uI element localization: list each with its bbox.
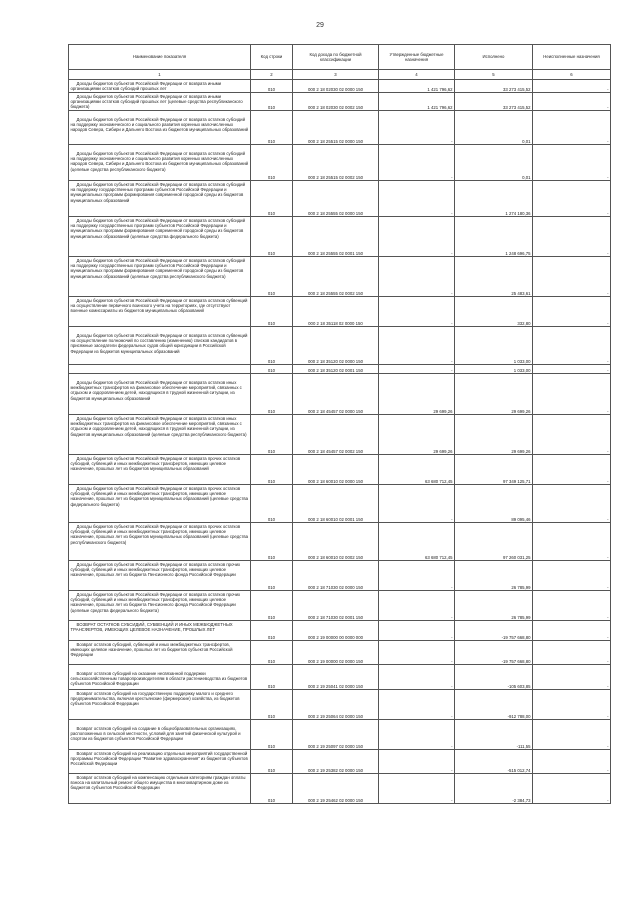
- table-row: [69, 111, 611, 145]
- row-budget-code: 000 2 18 25555 02 0000 150: [293, 181, 379, 217]
- row-line-code: 010: [251, 455, 293, 485]
- row-line-code: 010: [251, 665, 293, 690]
- row-line-code: 010: [251, 217, 293, 257]
- row-executed: 29 699,26: [455, 374, 533, 415]
- table-row: [69, 690, 611, 720]
- row-approved: -: [379, 665, 455, 690]
- row-budget-code: 000 2 18 02030 02 0000 150: [293, 80, 379, 93]
- table-row: [69, 415, 611, 455]
- table-row: [69, 641, 611, 665]
- table-row: [69, 297, 611, 327]
- table-row: [69, 80, 611, 93]
- row-executed: 1 274 180,36: [455, 181, 533, 217]
- row-approved: -: [379, 591, 455, 621]
- table-row: [69, 93, 611, 111]
- row-budget-code: 000 2 19 25064 02 0000 150: [293, 690, 379, 720]
- column-number: 2: [251, 70, 293, 80]
- row-approved: -: [379, 365, 455, 374]
- row-executed: 33 273 415,52: [455, 93, 533, 111]
- row-name-text: Доходы бюджетов субъектов Российской Федерации от возврата остатков субсидий на поддержку государственных программ субъектов Российской Федерации и муниципальных программ формирования современной городской среды из бюджетов муниципальных образований (целевые средства федерального бюджета): [70, 218, 245, 239]
- header-approved: Утвержденные бюджетные назначения: [379, 45, 455, 70]
- row-line-code: 010: [251, 591, 293, 621]
- row-name-text: Возврат остатков субсидий на государственную поддержку малого и среднего предпринимательства, включая крестьянские (фермерские) хозяйства, из бюджетов субъектов Российской Федерации: [70, 691, 240, 707]
- row-approved: -: [379, 181, 455, 217]
- row-budget-code: 000 2 19 25097 02 0000 150: [293, 720, 379, 750]
- row-executed: -105 603,85: [455, 665, 533, 690]
- row-name-text: Возврат остатков субсидий на реализацию отдельных мероприятий государственной программы Российской Федерации "Развитие здравоохранения" из бюджетов субъектов Российской Федерации: [70, 751, 248, 767]
- row-approved: 63 680 712,45: [379, 455, 455, 485]
- row-line-code: 010: [251, 374, 293, 415]
- row-name-text: Доходы бюджетов субъектов Российской Федерации от возврата остатков субсидий на поддержку экономического и социального развития коренных малочисленных народов Севера, Сибири и Дальнего Востока из бюджетов муниципальных образований (целевые средства республиканского бюджета): [70, 151, 248, 172]
- row-line-code: 010: [251, 415, 293, 455]
- row-unexecuted: -: [533, 80, 611, 93]
- row-approved: -: [379, 641, 455, 665]
- row-name-text: Доходы бюджетов субъектов Российской Федерации от возврата остатков иных межбюджетных трансфертов на финансовое обеспечение мероприятий, связанных с отдыхом и оздоровлением детей, находящихся в трудной жизненной ситуации, из бюджетов муниципальных образований: [70, 380, 242, 401]
- row-budget-code: 000 2 18 25515 02 0002 150: [293, 145, 379, 181]
- row-budget-code: 000 2 19 25041 02 0000 150: [293, 665, 379, 690]
- column-number-row: [69, 70, 611, 80]
- row-name: [69, 665, 251, 690]
- row-line-code: 010: [251, 257, 293, 297]
- table-row: [69, 217, 611, 257]
- row-approved: -: [379, 774, 455, 804]
- row-name: [69, 365, 251, 374]
- row-executed: 332,80: [455, 297, 533, 327]
- row-unexecuted: -: [533, 485, 611, 523]
- table-row: [69, 774, 611, 804]
- row-line-code: 010: [251, 145, 293, 181]
- row-name-text: Доходы бюджетов субъектов Российской Федерации от возврата остатков субвенций на осуществление полномочий по составлению (изменению) списков кандидатов в присяжные заседатели федеральных судов общей юрисдикции в Российской Федерации из бюджетов муниципальных образований: [70, 333, 248, 354]
- row-line-code: 010: [251, 327, 293, 365]
- row-unexecuted: -: [533, 327, 611, 365]
- header-budget-code: Код дохода по бюджетной классификации: [293, 45, 379, 70]
- row-line-code: 010: [251, 93, 293, 111]
- row-unexecuted: -: [533, 720, 611, 750]
- row-approved: -: [379, 145, 455, 181]
- table-row: [69, 181, 611, 217]
- row-approved: -: [379, 485, 455, 523]
- row-approved: -: [379, 257, 455, 297]
- row-executed: -2 384,73: [455, 774, 533, 804]
- table-row: [69, 327, 611, 365]
- row-executed: 25 483,61: [455, 257, 533, 297]
- row-approved: 1 421 796,62: [379, 93, 455, 111]
- row-approved: -: [379, 111, 455, 145]
- table-row: [69, 750, 611, 774]
- row-unexecuted: -: [533, 621, 611, 641]
- row-name: [69, 181, 251, 217]
- row-name: [69, 327, 251, 365]
- table-body: [69, 80, 611, 804]
- row-name-text: Доходы бюджетов субъектов Российской Федерации от возврата прочих остатков субсидий, субвенций и иных межбюджетных трансфертов, имеющих целевое назначение, прошлых лет из бюджетов муниципальных образований (целевые средства федерального бюджета): [70, 486, 248, 507]
- row-name: [69, 523, 251, 561]
- page-number: 29: [316, 22, 324, 29]
- row-name: [69, 415, 251, 455]
- table-row: [69, 365, 611, 374]
- row-line-code: 010: [251, 774, 293, 804]
- header-line-code: Код строки: [251, 45, 293, 70]
- row-approved: -: [379, 621, 455, 641]
- column-number: 6: [533, 70, 611, 80]
- row-budget-code: 000 2 18 02030 02 0002 150: [293, 93, 379, 111]
- row-budget-code: 000 2 18 60010 02 0002 150: [293, 523, 379, 561]
- table-row: [69, 523, 611, 561]
- row-name: [69, 774, 251, 804]
- row-executed: 0,01: [455, 145, 533, 181]
- row-line-code: 010: [251, 561, 293, 591]
- row-budget-code: 000 2 18 35120 02 0001 150: [293, 365, 379, 374]
- table-row: [69, 561, 611, 591]
- row-name-text: Доходы бюджетов субъектов Российской Федерации от возврата иными организациями остатков субсидий прошлых лет: [70, 81, 222, 92]
- row-executed: -19 757 668,80: [455, 641, 533, 665]
- row-budget-code: 000 2 18 45457 02 0002 150: [293, 415, 379, 455]
- row-name-text: Доходы бюджетов субъектов Российской Федерации от возврата остатков иных межбюджетных трансфертов на финансовое обеспечение мероприятий, связанных с отдыхом и оздоровлением детей, находящихся в трудной жизненной ситуации, из бюджетов муниципальных образований (целевые средства республиканского бюджета): [70, 416, 247, 437]
- table-row: [69, 621, 611, 641]
- row-name: [69, 561, 251, 591]
- row-line-code: 010: [251, 720, 293, 750]
- row-name: [69, 720, 251, 750]
- row-approved: -: [379, 217, 455, 257]
- row-unexecuted: -: [533, 455, 611, 485]
- row-executed: 26 785,99: [455, 561, 533, 591]
- row-executed: 0,01: [455, 111, 533, 145]
- row-unexecuted: -: [533, 591, 611, 621]
- table-header: [69, 45, 611, 80]
- row-name: [69, 591, 251, 621]
- row-name: [69, 690, 251, 720]
- row-name-text: Доходы бюджетов субъектов Российской Федерации от возврата прочих остатков субсидий, субвенций и иных межбюджетных трансфертов, имеющих целевое назначение, прошлых лет из бюджетов муниципальных образований (целевые средства республиканского бюджета): [70, 524, 248, 545]
- row-approved: 29 699,26: [379, 415, 455, 455]
- row-approved: -: [379, 750, 455, 774]
- row-budget-code: 000 2 19 00000 00 0000 000: [293, 621, 379, 641]
- row-line-code: 010: [251, 523, 293, 561]
- row-line-code: 010: [251, 621, 293, 641]
- row-budget-code: 000 2 18 60010 02 0001 150: [293, 485, 379, 523]
- row-name: [69, 621, 251, 641]
- row-executed: 97 349 125,71: [455, 455, 533, 485]
- row-name: [69, 217, 251, 257]
- row-name-text: Возврат остатков субсидий на оказание несвязанной поддержки сельскохозяйственным товаропроизводителям в области растениеводства из бюджетов субъектов Российской Федерации: [70, 671, 248, 687]
- table-row: [69, 720, 611, 750]
- row-unexecuted: -: [533, 181, 611, 217]
- row-unexecuted: -: [533, 93, 611, 111]
- row-line-code: 010: [251, 641, 293, 665]
- row-unexecuted: -: [533, 217, 611, 257]
- row-budget-code: 000 2 18 71030 02 0000 150: [293, 561, 379, 591]
- table-row: [69, 485, 611, 523]
- row-unexecuted: -: [533, 665, 611, 690]
- row-unexecuted: -: [533, 750, 611, 774]
- row-name: [69, 93, 251, 111]
- row-approved: 1 421 796,62: [379, 80, 455, 93]
- row-name: [69, 641, 251, 665]
- row-name-text: Доходы бюджетов субъектов Российской Федерации от возврата остатков субвенций на осуществление первичного воинского учета на территориях, где отсутствуют военные комиссариаты из бюджетов муниципальных образований: [70, 298, 248, 314]
- header-indicator-name: Наименование показателя: [69, 45, 251, 70]
- row-name-text: ВОЗВРАТ ОСТАТКОВ СУБСИДИЙ, СУБВЕНЦИЙ И ИНЫХ МЕЖБЮДЖЕТНЫХ ТРАНСФЕРТОВ, ИМЕЮЩИХ ЦЕЛЕВОЕ НАЗНАЧЕНИЕ, ПРОШЛЫХ ЛЕТ: [70, 622, 233, 633]
- row-unexecuted: -: [533, 523, 611, 561]
- row-executed: 1 248 696,75: [455, 217, 533, 257]
- row-name-text: [71, 365, 249, 366]
- row-name: [69, 455, 251, 485]
- row-executed: -515 012,74: [455, 750, 533, 774]
- column-number: 5: [455, 70, 533, 80]
- row-approved: -: [379, 720, 455, 750]
- row-budget-code: 000 2 19 00000 02 0000 150: [293, 641, 379, 665]
- row-executed: 1 033,00: [455, 365, 533, 374]
- row-budget-code: 000 2 18 45457 02 0000 150: [293, 374, 379, 415]
- row-name-text: Доходы бюджетов субъектов Российской Федерации от возврата остатков прочих субсидий, субвенций и иных межбюджетных трансфертов, имеющих целевое назначение, прошлых лет из бюджета Пенсионного фонда Российской Федерации (целевые средства федерального бюджета): [70, 592, 241, 613]
- row-budget-code: 000 2 18 60010 02 0000 150: [293, 455, 379, 485]
- row-name-text: Доходы бюджетов субъектов Российской Федерации от возврата остатков субсидий на поддержку экономического и социального развития коренных малочисленных народов Севера, Сибири и Дальнего Востока из бюджетов муниципальных образований: [70, 117, 248, 133]
- row-line-code: 010: [251, 750, 293, 774]
- row-name: [69, 485, 251, 523]
- row-executed: 1 033,00: [455, 327, 533, 365]
- row-budget-code: 000 2 18 71030 02 0001 150: [293, 591, 379, 621]
- row-unexecuted: -: [533, 111, 611, 145]
- row-budget-code: 000 2 18 25555 02 0002 150: [293, 257, 379, 297]
- row-line-code: 010: [251, 297, 293, 327]
- row-name: [69, 257, 251, 297]
- row-name-text: Возврат остатков субсидий на создание в общеобразовательных организациях, расположенных в сельской местности, условий для занятий физической культурой и спортом из бюджетов субъектов Российской Федерации: [70, 726, 241, 742]
- row-budget-code: 000 2 18 35120 02 0000 150: [293, 327, 379, 365]
- row-line-code: 010: [251, 690, 293, 720]
- row-name-text: Доходы бюджетов субъектов Российской Федерации от возврата остатков субсидий на поддержку государственных программ субъектов Российской Федерации и муниципальных программ формирования современной городской среды из бюджетов муниципальных образований (целевые средства республиканского бюджета): [70, 258, 245, 279]
- row-unexecuted: -: [533, 297, 611, 327]
- row-executed: -19 757 668,80: [455, 621, 533, 641]
- row-executed: -111,55: [455, 720, 533, 750]
- table-row: [69, 591, 611, 621]
- row-approved: 29 699,26: [379, 374, 455, 415]
- row-line-code: 010: [251, 80, 293, 93]
- row-executed: 33 273 415,52: [455, 80, 533, 93]
- row-line-code: 010: [251, 365, 293, 374]
- row-approved: -: [379, 327, 455, 365]
- row-name-text: Доходы бюджетов субъектов Российской Федерации от возврата иными организациями остатков субсидий прошлых лет (целевые средства республиканского бюджета): [70, 94, 243, 110]
- row-unexecuted: -: [533, 374, 611, 415]
- row-name-text: Доходы бюджетов субъектов Российской Федерации от возврата остатков субсидий на поддержку государственных программ субъектов Российской Федерации и муниципальных программ формирования современной городской среды из бюджетов муниципальных образований: [70, 182, 245, 203]
- table-row: [69, 374, 611, 415]
- row-executed: 26 785,99: [455, 591, 533, 621]
- row-approved: -: [379, 690, 455, 720]
- column-number: 3: [293, 70, 379, 80]
- column-number: 4: [379, 70, 455, 80]
- row-name: [69, 80, 251, 93]
- row-budget-code: 000 2 18 25555 02 0001 150: [293, 217, 379, 257]
- row-budget-code: 000 2 18 35118 02 0000 150: [293, 297, 379, 327]
- header-executed: Исполнено: [455, 45, 533, 70]
- row-unexecuted: -: [533, 365, 611, 374]
- budget-report-table: [68, 44, 611, 804]
- row-name: [69, 111, 251, 145]
- row-name: [69, 145, 251, 181]
- table-row: [69, 257, 611, 297]
- row-name: [69, 297, 251, 327]
- row-unexecuted: -: [533, 774, 611, 804]
- row-name-text: Возврат остатков субсидий на компенсацию отдельным категориям граждан оплаты взноса на капитальный ремонт общего имущества в многоквартирном доме из бюджетов субъектов Российской Федерации: [70, 775, 246, 791]
- row-unexecuted: -: [533, 145, 611, 181]
- row-name: [69, 750, 251, 774]
- row-name-text: Доходы бюджетов субъектов Российской Федерации от возврата остатков прочих субсидий, субвенций и иных межбюджетных трансфертов, имеющих целевое назначение, прошлых лет из бюджета Пенсионного фонда Российской Федерации: [70, 562, 241, 578]
- table-row: [69, 145, 611, 181]
- row-budget-code: 000 2 19 25382 02 0000 150: [293, 750, 379, 774]
- row-executed: 29 699,26: [455, 415, 533, 455]
- row-approved: -: [379, 561, 455, 591]
- row-executed: 89 095,46: [455, 485, 533, 523]
- column-number: 1: [69, 70, 251, 80]
- row-unexecuted: -: [533, 641, 611, 665]
- table-row: [69, 455, 611, 485]
- row-budget-code: 000 2 19 25462 02 0000 150: [293, 774, 379, 804]
- row-name-text: Возврат остатков субсидий, субвенций и иных межбюджетных трансфертов, имеющих целевое назначение, прошлых лет из бюджетов субъектов Российской Федерации: [70, 642, 233, 658]
- row-executed: 97 260 031,25: [455, 523, 533, 561]
- row-name: [69, 374, 251, 415]
- row-name-text: Доходы бюджетов субъектов Российской Федерации от возврата прочих остатков субсидий, субвенций и иных межбюджетных трансфертов, имеющих целевое назначение, прошлых лет из бюджетов муниципальных образований: [70, 456, 241, 472]
- row-line-code: 010: [251, 485, 293, 523]
- row-budget-code: 000 2 18 25515 02 0000 150: [293, 111, 379, 145]
- row-approved: -: [379, 297, 455, 327]
- header-unexecuted: Неисполненные назначения: [533, 45, 611, 70]
- row-executed: -912 788,00: [455, 690, 533, 720]
- row-line-code: 010: [251, 181, 293, 217]
- row-unexecuted: -: [533, 690, 611, 720]
- row-approved: 63 680 712,45: [379, 523, 455, 561]
- table-row: [69, 665, 611, 690]
- row-unexecuted: -: [533, 257, 611, 297]
- row-line-code: 010: [251, 111, 293, 145]
- row-unexecuted: -: [533, 561, 611, 591]
- row-unexecuted: -: [533, 415, 611, 455]
